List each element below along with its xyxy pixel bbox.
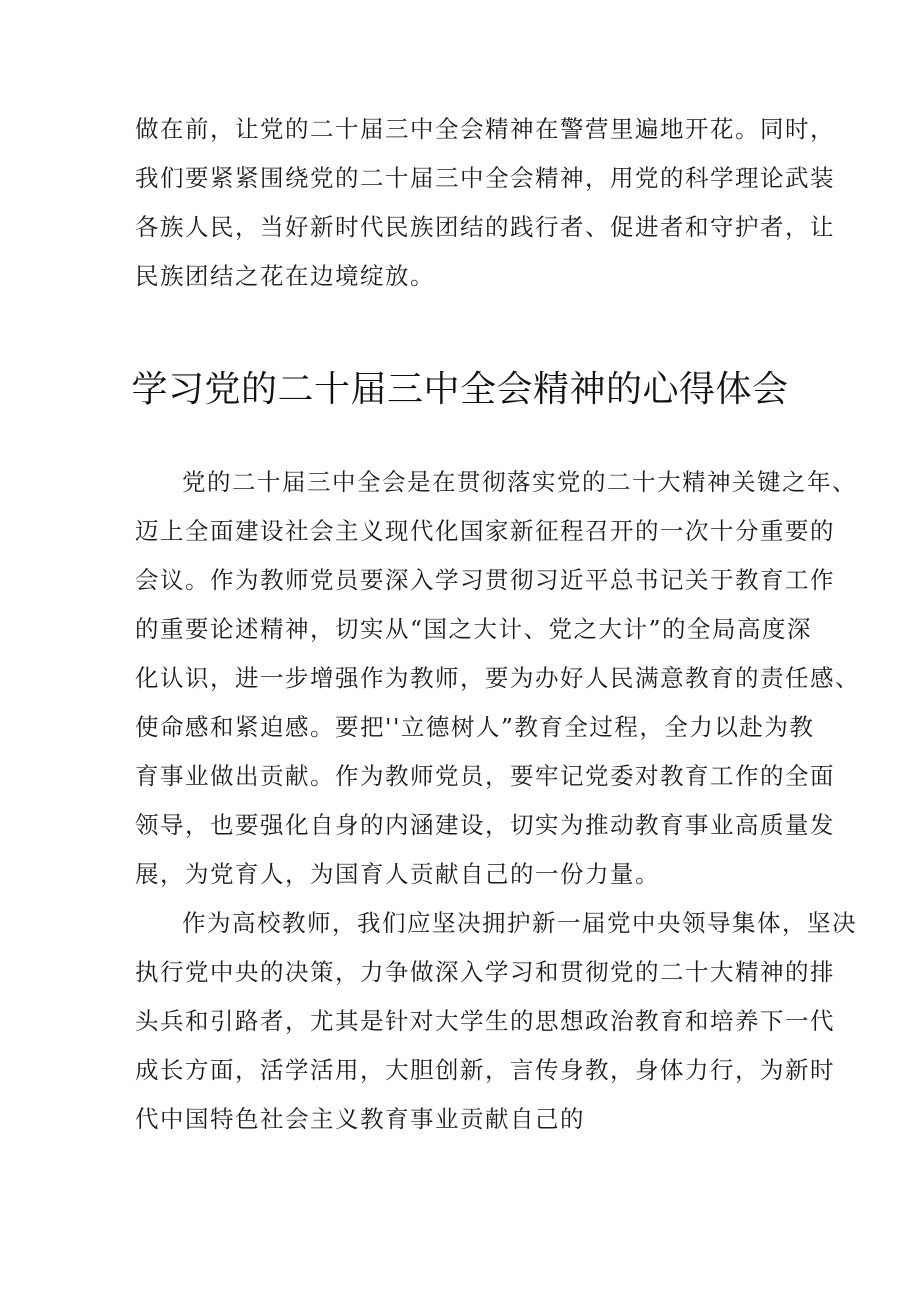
paragraph2-line-4: 成长方面，活学活用，大胆创新，言传身教，身体力行，为新时 [135,1056,835,1084]
paragraph1-line-9: 展，为党育人，为国育人贡献自己的一份力量。 [135,860,660,888]
paragraph1-line-4: 的重要论述精神，切实从“国之大计、党之大计”的全局高度深 [135,615,813,643]
intro-line-1: 做在前，让党的二十届三中全会精神在警营里遍地开花。同时， [135,115,835,143]
paragraph2-line-1: 作为高校教师，我们应坚决拥护新一届党中央领导集体，坚决 [182,909,857,937]
paragraph1-line-3: 会议。作为教师党员要深入学习贯彻习近平总书记关于教育工作 [135,566,835,594]
paragraph1-line-5: 化认识，进一步增强作为教师，要为办好人民满意教育的责任感、 [135,664,860,692]
paragraph2-line-3: 头兵和引路者，尤其是针对大学生的思想政治教育和培养下一代 [135,1007,835,1035]
intro-line-2: 我们要紧紧围绕党的二十届三中全会精神，用党的科学理论武装 [135,164,835,192]
intro-line-3: 各族人民，当好新时代民族团结的践行者、促进者和守护者，让 [135,213,835,241]
paragraph1-line-1: 党的二十届三中全会是在贯彻落实党的二十大精神关键之年、 [182,468,857,496]
paragraph1-line-2: 迈上全面建设社会主义现代化国家新征程召开的一次十分重要的 [135,517,835,545]
paragraph2-line-5: 代中国特色社会主义教育事业贡献自己的 [135,1105,585,1133]
page-title: 学习党的二十届三中全会精神的心得体会 [131,369,789,410]
paragraph1-line-6: 使命感和紧迫感。要把''立德树人”教育全过程，全力以赴为教 [135,713,815,741]
paragraph1-line-7: 育事业做出贡献。作为教师党员，要牢记党委对教育工作的全面 [135,762,835,790]
intro-line-4: 民族团结之花在边境绽放。 [135,262,435,290]
paragraph1-line-8: 领导，也要强化自身的内涵建设，切实为推动教育事业高质量发 [135,811,835,839]
paragraph2-line-2: 执行党中央的决策，力争做深入学习和贯彻党的二十大精神的排 [135,958,835,986]
